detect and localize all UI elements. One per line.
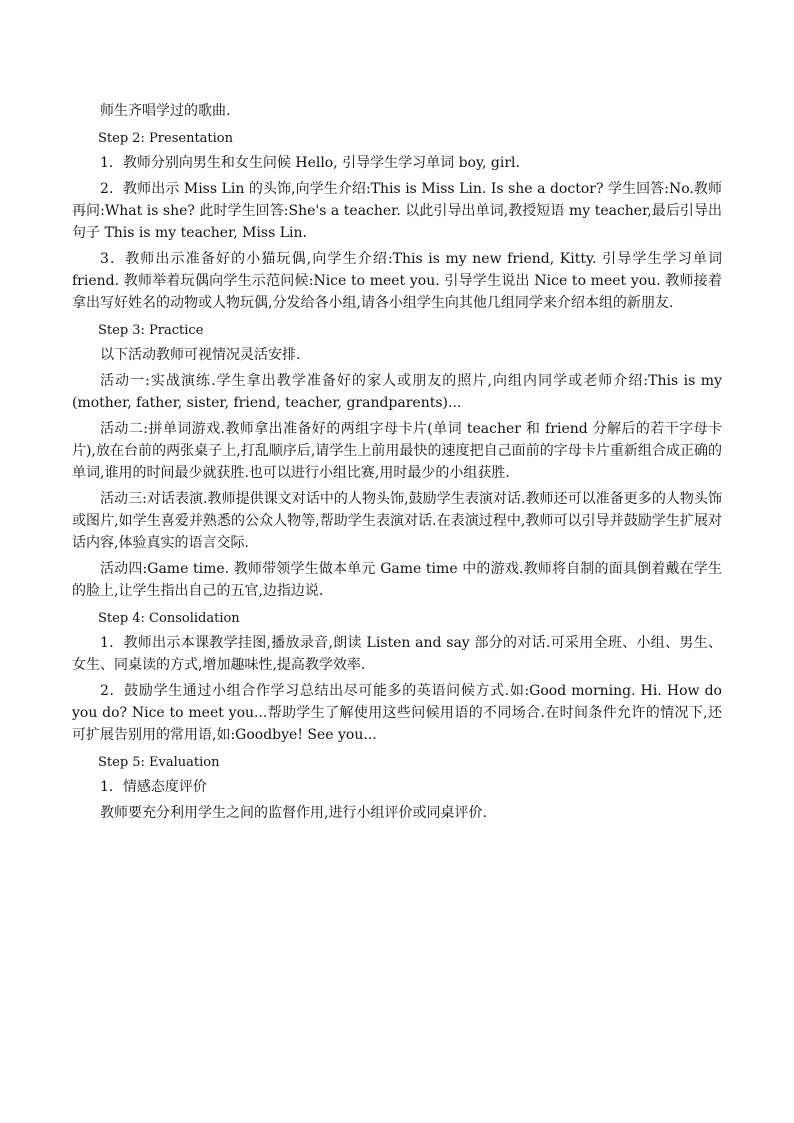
paragraph-activity-2: 活动二:拼单词游戏.教师拿出准备好的两组字母卡片(单词 teacher 和 friend 分解后的若干字母卡片),放在台前的两张桌子上,打乱顺序后,请学生上前用最快的速度把自己面前的字母卡片重新组合成正确的单词,谁用的时间最少就获胜.也可以进行小组比赛,用时最少的小组获胜.	[72, 421, 722, 481]
paragraph-presentation-3: 3．教师出示准备好的小猫玩偶,向学生介绍:This is my new friend, Kitty. 引导学生学习单词 friend. 教师举着玩偶向学生示范问候:Nice to meet you. 引导学生说出 Nice to meet you. 教师接着拿出写好姓名的动物或人物玩偶,分发给各小组,请各小组学生向其他几组同学来介绍本组的新朋友.	[72, 251, 722, 311]
document-page	[72, 100, 722, 828]
paragraph-evaluation-1: 1．情感态度评价	[100, 779, 207, 795]
paragraph-presentation-1: 1．教师分别向男生和女生问候 Hello, 引导学生学习单词 boy, girl.	[100, 155, 520, 171]
paragraph-practice-intro: 以下活动教师可视情况灵活安排.	[100, 347, 301, 363]
heading-step-2: Step 2: Presentation	[98, 131, 234, 146]
paragraph-consolidation-1: 1．教师出示本课教学挂图,播放录音,朗读 Listen and say 部分的对话.可采用全班、小组、男生、女生、同桌读的方式,增加趣味性,提高教学效率.	[72, 635, 722, 673]
heading-step-4: Step 4: Consolidation	[98, 611, 240, 626]
paragraph-sing-songs: 师生齐唱学过的歌曲.	[100, 103, 231, 119]
paragraph-evaluation-text: 教师要充分利用学生之间的监督作用,进行小组评价或同桌评价.	[100, 805, 487, 821]
heading-step-3: Step 3: Practice	[98, 323, 204, 338]
paragraph-activity-4: 活动四:Game time. 教师带领学生做本单元 Game time 中的游戏.教师将自制的面具倒着戴在学生的脸上,让学生指出自己的五官,边指边说.	[72, 561, 722, 599]
heading-step-5: Step 5: Evaluation	[98, 755, 220, 770]
paragraph-activity-1: 活动一:实战演练.学生拿出教学准备好的家人或朋友的照片,向组内同学或老师介绍:This is my (mother, father, sister, friend, teacher, grandparents)...	[72, 373, 722, 411]
paragraph-consolidation-2: 2．鼓励学生通过小组合作学习总结出尽可能多的英语问候方式.如:Good morning. Hi. How do you do? Nice to meet you...帮助学生了解使用这些问候用语的不同场合.在时间条件允许的情况下,还可扩展告别用的常用语,如:Goodbye! See you...	[72, 683, 722, 743]
paragraph-presentation-2: 2．教师出示 Miss Lin 的头饰,向学生介绍:This is Miss Lin. Is she a doctor? 学生回答:No.教师再问:What is she? 此时学生回答:She's a teacher. 以此引导出单词,教授短语 my teacher,最后引导出句子 This is my teacher, Miss Lin.	[72, 181, 722, 241]
paragraph-activity-3: 活动三:对话表演.教师提供课文对话中的人物头饰,鼓励学生表演对话.教师还可以准备更多的人物头饰或图片,如学生喜爱并熟悉的公众人物等,帮助学生表演对话.在表演过程中,教师可以引导并鼓励学生扩展对话内容,体验真实的语言交际.	[72, 491, 722, 551]
